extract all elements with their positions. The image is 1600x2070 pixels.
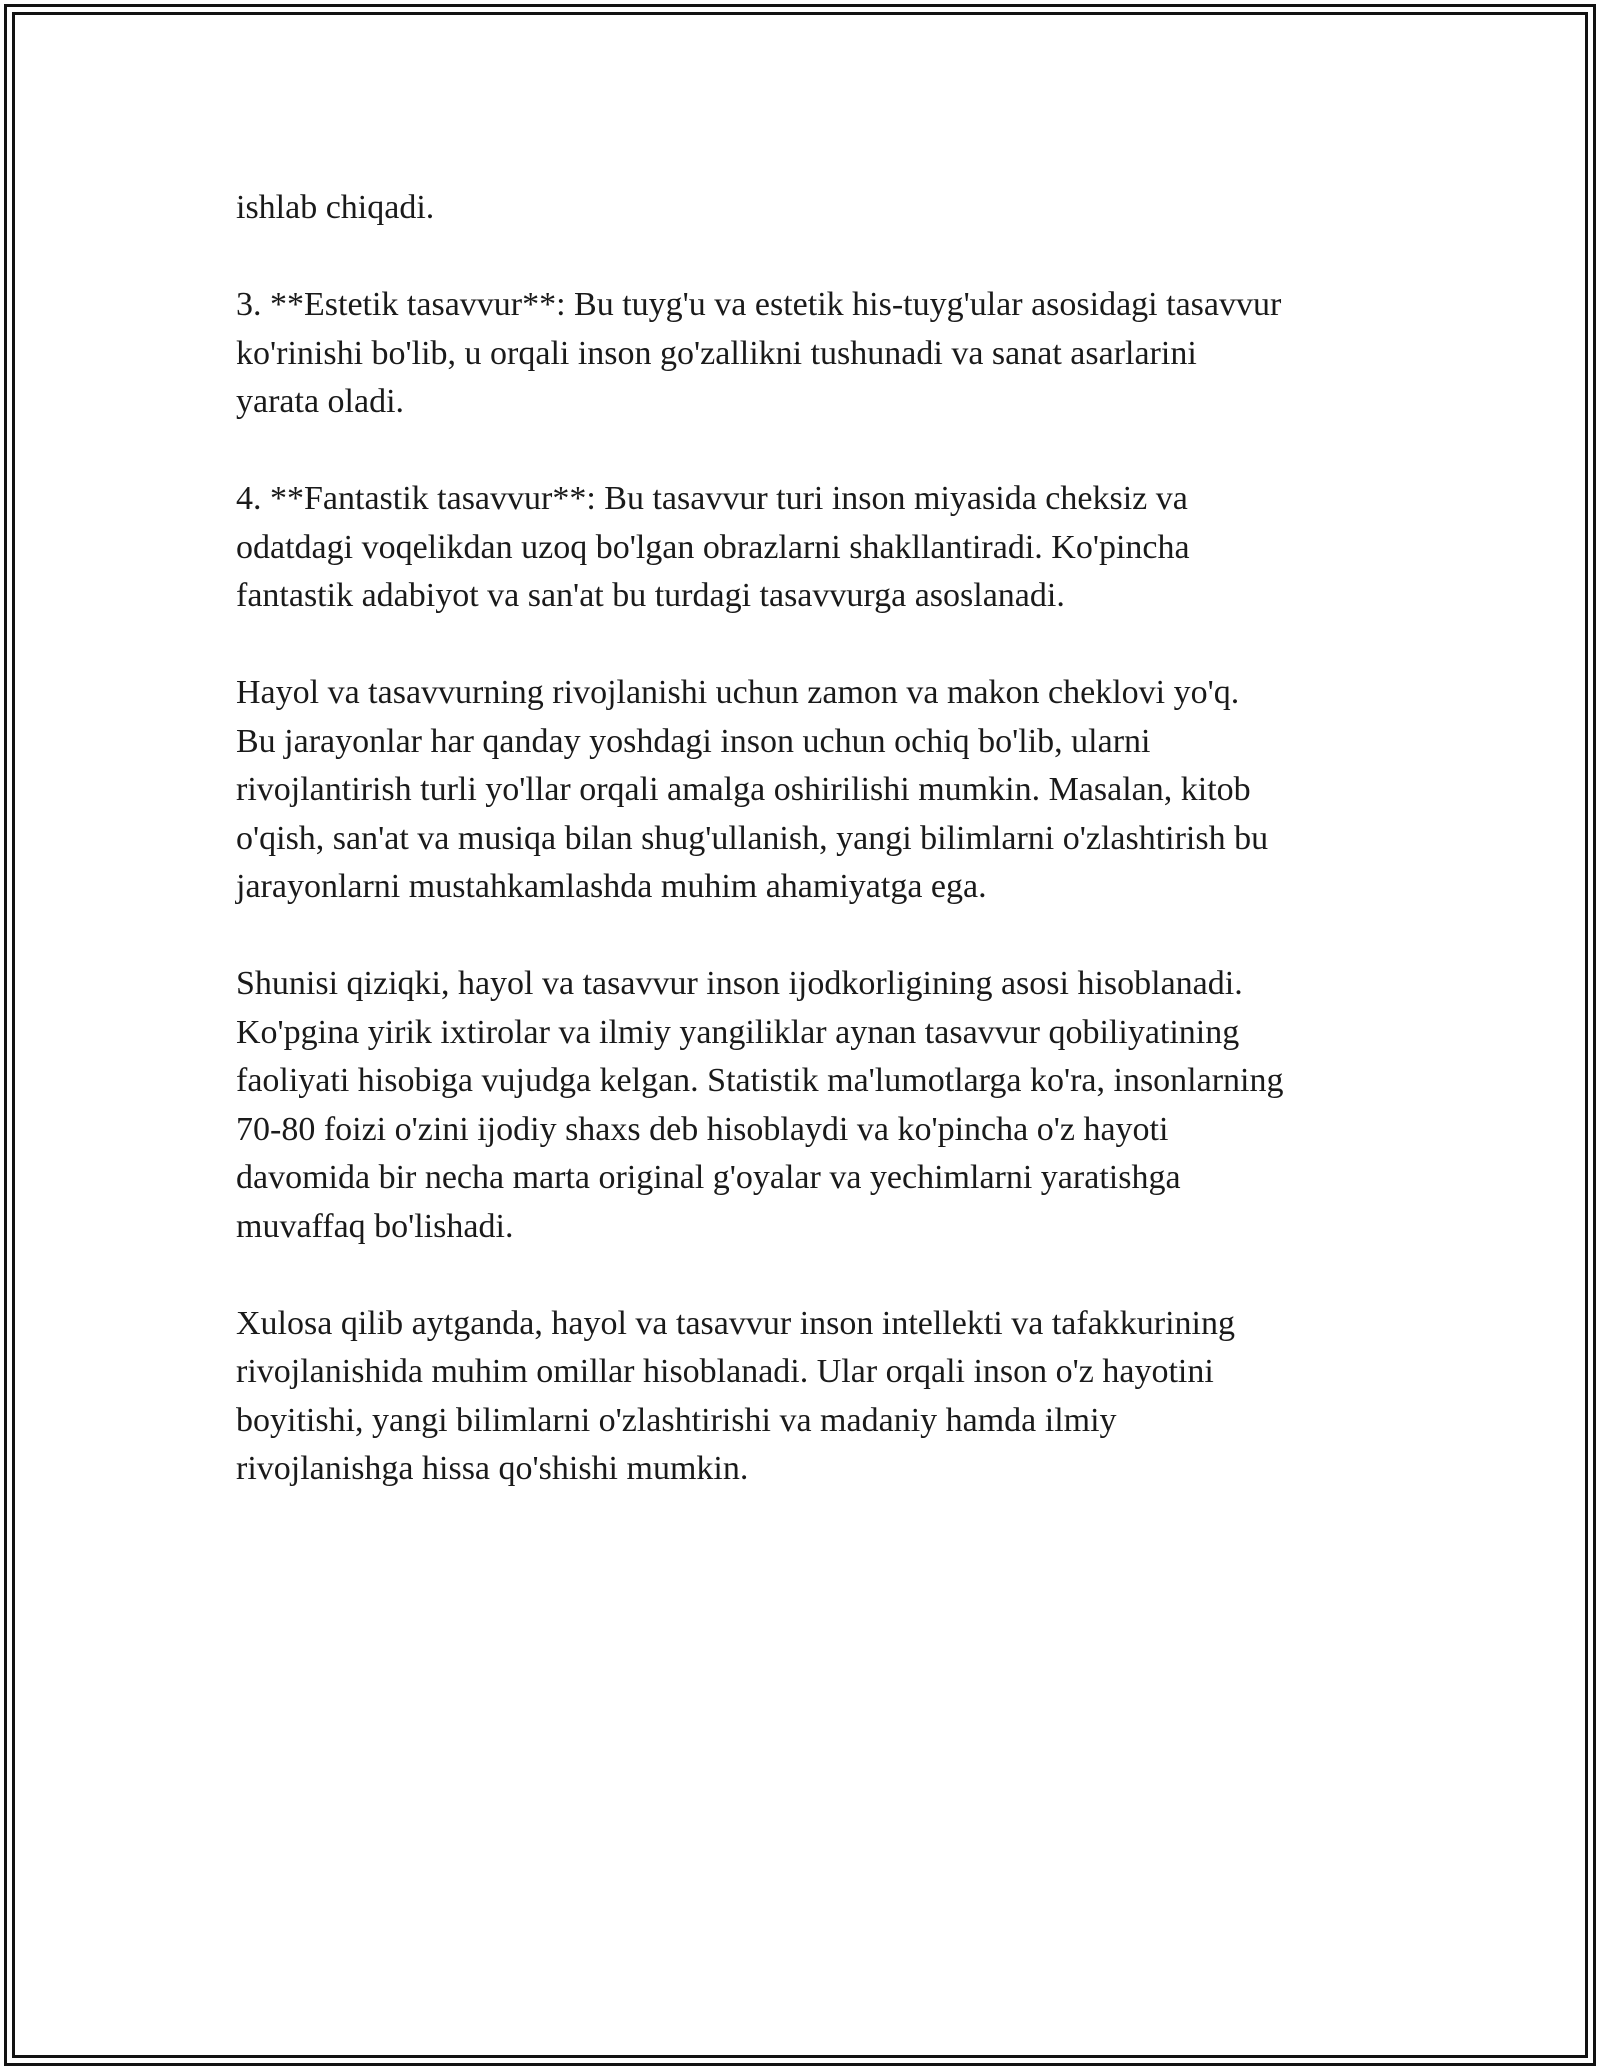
paragraph-continuation: ishlab chiqadi. bbox=[236, 189, 435, 226]
paragraph-xulosa: Xulosa qilib aytganda, hayol va tasavvur inson intellekti va tafakkurining rivojlanishida muhim omillar hisoblanadi. Ular orqali inson o'z hayotini boyitishi, yangi bilimlarni o'zlashtirishi va madaniy hamda ilmiy rivojlanishga hissa qo'shishi mumkin. bbox=[236, 1304, 1235, 1487]
paragraph-estetik-tasavvur: 3. **Estetik tasavvur**: Bu tuyg'u va estetik his-tuyg'ular asosidagi tasavvur ko'rinishi bo'lib, u orqali inson go'zallikni tushunadi va sanat asarlarini yarata oladi. bbox=[236, 286, 1282, 420]
paragraph-ijodkorlik: Shunisi qiziqki, hayol va tasavvur inson ijodkorligining asosi hisoblanadi. Ko'pgina yirik ixtirolar va ilmiy yangiliklar aynan tasavvur qobiliyatining faoliyati hisobiga vujudga kelgan. Statistik ma'lumotlarga ko'ra, insonlarning 70-80 foizi o'zini ijodiy shaxs deb hisoblaydi va ko'pincha o'z hayoti davomida bir necha marta original g'oyalar va yechimlarni yaratishga muvaffaq bo'lishadi. bbox=[236, 965, 1284, 1245]
paragraph-rivojlanish: Hayol va tasavvurning rivojlanishi uchun zamon va makon cheklovi yo'q. Bu jarayonlar har qanday yoshdagi inson uchun ochiq bo'lib, ularni rivojlantirish turli yo'llar orqali amalga oshirilishi mumkin. Masalan, kitob o'qish, san'at va musiqa bilan shug'ullanish, yangi bilimlarni o'zlashtirish bu jarayonlarni mustahkamlashda muhim ahamiyatga ega. bbox=[236, 674, 1269, 905]
document-body bbox=[236, 184, 1376, 1542]
paragraph-fantastik-tasavvur: 4. **Fantastik tasavvur**: Bu tasavvur turi inson miyasida cheksiz va odatdagi voqelikdan uzoq bo'lgan obrazlarni shakllantiradi. Ko'pincha fantastik adabiyot va san'at bu turdagi tasavvurga asoslanadi. bbox=[236, 480, 1190, 614]
